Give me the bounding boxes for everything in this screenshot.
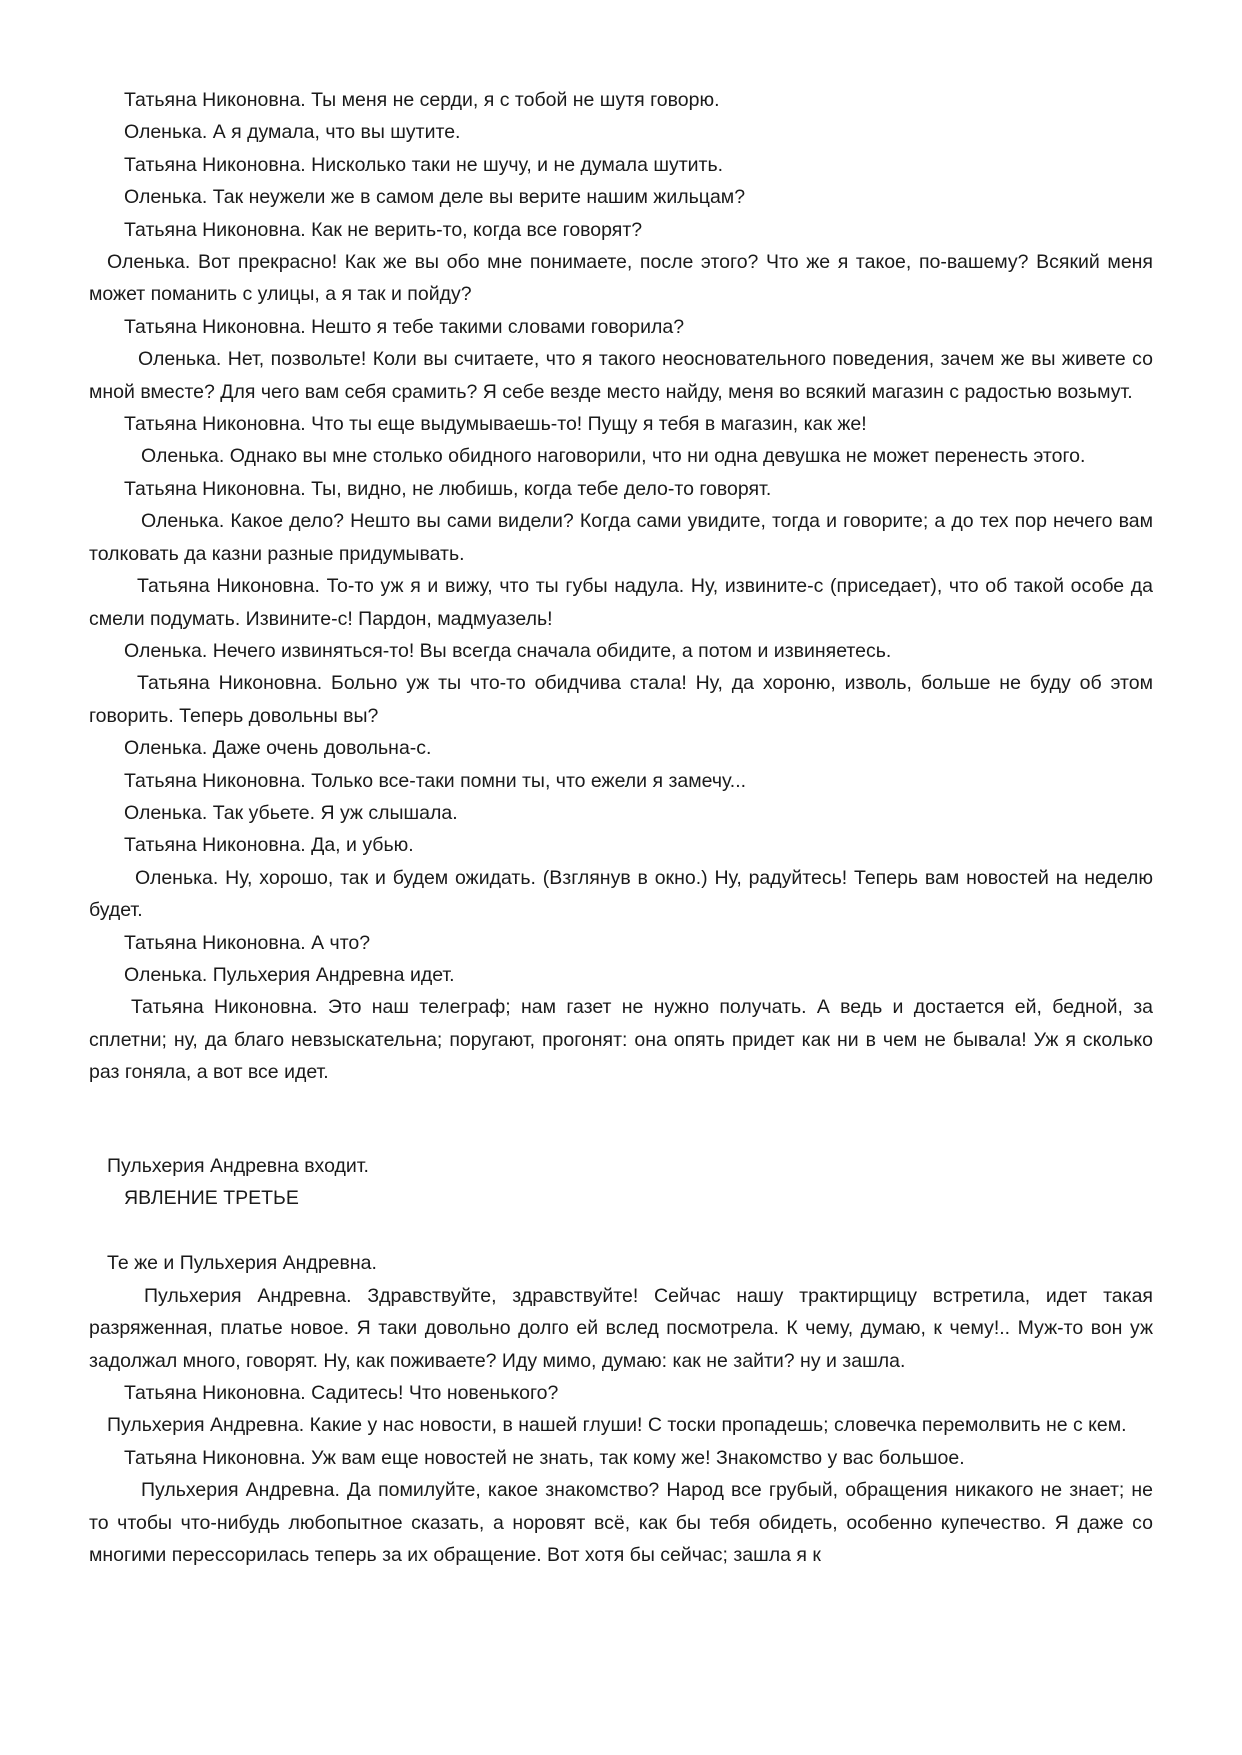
dialogue-line: Татьяна Никоновна. Уж вам еще новостей не знать, так кому же! Знакомство у вас большое. [124, 1446, 965, 1469]
dialogue-line: Татьяна Никоновна. Да, и убью. [124, 834, 414, 857]
dialogue-line: Оленька. Нет, позвольте! Коли вы считаете, что я такого неосновательного поведения, зачем же вы живете со мной вместе? Для чего вам себя срамить? Я себе везде место найду, меня во всякий магазин с радостью возьмут. [89, 348, 1153, 403]
dialogue-line: Оленька. Так убьете. Я уж слышала. [124, 801, 458, 824]
dialogue-line: Оленька. Даже очень довольна-с. [124, 737, 432, 760]
scene-heading: ЯВЛЕНИЕ ТРЕТЬЕ [124, 1187, 299, 1209]
dialogue-line: Татьяна Никоновна. Ты меня не серди, я с тобой не шутя говорю. [124, 89, 720, 111]
dialogue-line: Татьяна Никоновна. Больно уж ты что-то обидчива стала! Ну, да хороню, изволь, больше не буду об этом говорить. Теперь довольны вы? [89, 672, 1153, 727]
dialogue-line: Оленька. Ну, хорошо, так и будем ожидать. (Взглянув в окно.) Ну, радуйтесь! Теперь вам новостей на неделю будет. [89, 866, 1153, 922]
stage-direction: Пульхерия Андревна входит. [107, 1154, 369, 1177]
dialogue-line: Татьяна Никоновна. Ты, видно, не любишь, когда тебе дело-то говорят. [124, 477, 772, 500]
dialogue-line: Татьяна Никоновна. То-то уж я и вижу, что ты губы надула. Ну, извините-с (приседает), что об такой особе да смели подумать. Извините-с! Пардон, мадмуазель! [89, 575, 1153, 630]
dialogue-line: Татьяна Никоновна. Это наш телеграф; нам газет не нужно получать. А ведь и достается ей, бедной, за сплетни; ну, да благо невзыскательна; поругают, прогонят: она опять придет как ни в чем не бывала! Уж я сколько раз гоняла, а вот все идет. [89, 996, 1153, 1084]
dialogue-line: Оленька. Однако вы мне столько обидного наговорили, что ни одна девушка не может перенесть этого. [141, 445, 1086, 468]
dialogue-line: Оленька. Так неужели же в самом деле вы верите нашим жильцам? [124, 186, 746, 209]
dialogue-line: Оленька. Какое дело? Нешто вы сами видели? Когда сами увидите, тогда и говорите; а до тех пор нечего вам толковать да казни разные придумывать. [89, 510, 1153, 565]
dialogue-line: Оленька. Нечего извиняться-то! Вы всегда сначала обидите, а потом и извиняетесь. [124, 639, 892, 662]
dialogue-line: Татьяна Никоновна. А что? [124, 931, 371, 954]
section-gap [89, 1214, 1153, 1247]
dialogue-line: Татьяна Никоновна. Нешто я тебе такими словами говорила? [124, 315, 685, 338]
dialogue-line: Пульхерия Андревна. Какие у нас новости, в нашей глуши! С тоски пропадешь; словечка перемолвить не с кем. [107, 1414, 1127, 1437]
dialogue-line: Татьяна Никоновна. Только все-таки помни ты, что ежели я замечу... [124, 769, 747, 792]
dialogue-line: Пульхерия Андревна. Здравствуйте, здравствуйте! Сейчас нашу трактирщицу встретила, идет такая разряженная, платье новое. Я таки довольно долго ей вслед посмотрела. К чему, думаю, к чему!.. Муж-то вон уж задолжал много, говорят. Ну, как поживаете? Иду мимо, думаю: как не зайти? ну и зашла. [89, 1284, 1153, 1372]
dialogue-line: Татьяна Никоновна. Как не верить-то, когда все говорят? [124, 218, 643, 241]
dialogue-line: Оленька. Пульхерия Андревна идет. [124, 963, 455, 986]
dialogue-line: Оленька. А я думала, что вы шутите. [124, 121, 461, 144]
dialogue-line: Татьяна Никоновна. Что ты еще выдумываешь-то! Пущу я тебя в магазин, как же! [124, 413, 867, 436]
persons-line: Те же и Пульхерия Андревна. [107, 1252, 377, 1275]
dialogue-line: Татьяна Никоновна. Садитесь! Что новенького? [124, 1382, 559, 1405]
dialogue-line: Пульхерия Андревна. Да помилуйте, какое знакомство? Народ все грубый, обращения никакого не знает; не то чтобы что-нибудь любопытное сказать, а норовят всё, как бы тебя обидеть, особенно купечество. Я даже со многими перессорилась теперь за их обращение. Вот хотя бы сейчас; зашла я к [89, 1479, 1153, 1567]
section-gap [89, 1089, 1153, 1150]
dialogue-line: Татьяна Никоновна. Нисколько таки не шучу, и не думала шутить. [124, 153, 724, 176]
dialogue-line: Оленька. Вот прекрасно! Как же вы обо мне понимаете, после этого? Что же я такое, по-вашему? Всякий меня может поманить с улицы, а я так и пойду? [89, 251, 1153, 306]
